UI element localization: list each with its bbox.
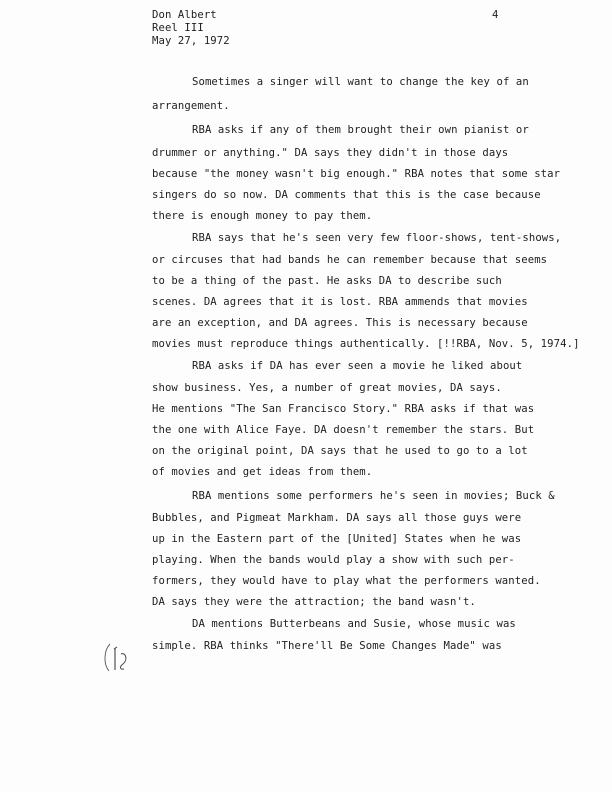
body-line: are an exception, and DA agrees. This is necessary because <box>152 317 528 329</box>
body-line: scenes. DA agrees that it is lost. RBA ammends that movies <box>152 296 528 308</box>
body-line: formers, they would have to play what the performers wanted. <box>152 575 541 587</box>
body-line: RBA says that he's seen very few floor-shows, tent-shows, <box>192 232 562 244</box>
body-line: playing. When the bands would play a show with such per- <box>152 554 515 566</box>
handwritten-margin-mark <box>100 640 136 676</box>
body-line: singers do so now. DA comments that this is the case because <box>152 189 541 201</box>
body-line: or circuses that had bands he can remember because that seems <box>152 254 548 266</box>
body-line: there is enough money to pay them. <box>152 210 373 222</box>
page-number: 4 <box>492 9 499 21</box>
body-line: to be a thing of the past. He asks DA to describe such <box>152 275 502 287</box>
body-line: arrangement. <box>152 100 230 112</box>
header-interviewee: Don Albert <box>152 9 217 21</box>
body-line: of movies and get ideas from them. <box>152 466 373 478</box>
body-line: RBA asks if any of them brought their own pianist or <box>192 124 529 136</box>
header-date: May 27, 1972 <box>152 35 230 47</box>
body-line: RBA asks if DA has ever seen a movie he liked about <box>192 360 523 372</box>
body-line: Sometimes a singer will want to change the key of an <box>192 76 529 88</box>
body-line: DA says they were the attraction; the band wasn't. <box>152 596 476 608</box>
body-line: because "the money wasn't big enough." RBA notes that some star <box>152 168 561 180</box>
body-line: He mentions "The San Francisco Story." RBA asks if that was <box>152 403 535 415</box>
body-line: Bubbles, and Pigmeat Markham. DA says all those guys were <box>152 512 522 524</box>
body-line: show business. Yes, a number of great movies, DA says. <box>152 382 502 394</box>
body-line: on the original point, DA says that he used to go to a lot <box>152 445 528 457</box>
body-line: simple. RBA thinks "There'll Be Some Changes Made" was <box>152 640 502 652</box>
body-line: movies must reproduce things authentically. [!!RBA, Nov. 5, 1974.] <box>152 338 580 350</box>
body-line: drummer or anything." DA says they didn't in those days <box>152 147 509 159</box>
body-line: DA mentions Butterbeans and Susie, whose music was <box>192 618 516 630</box>
body-line: the one with Alice Faye. DA doesn't remember the stars. But <box>152 424 535 436</box>
body-line: up in the Eastern part of the [United] States when he was <box>152 533 522 545</box>
body-line: RBA mentions some performers he's seen in movies; Buck & <box>192 490 555 502</box>
header-reel: Reel III <box>152 22 204 34</box>
